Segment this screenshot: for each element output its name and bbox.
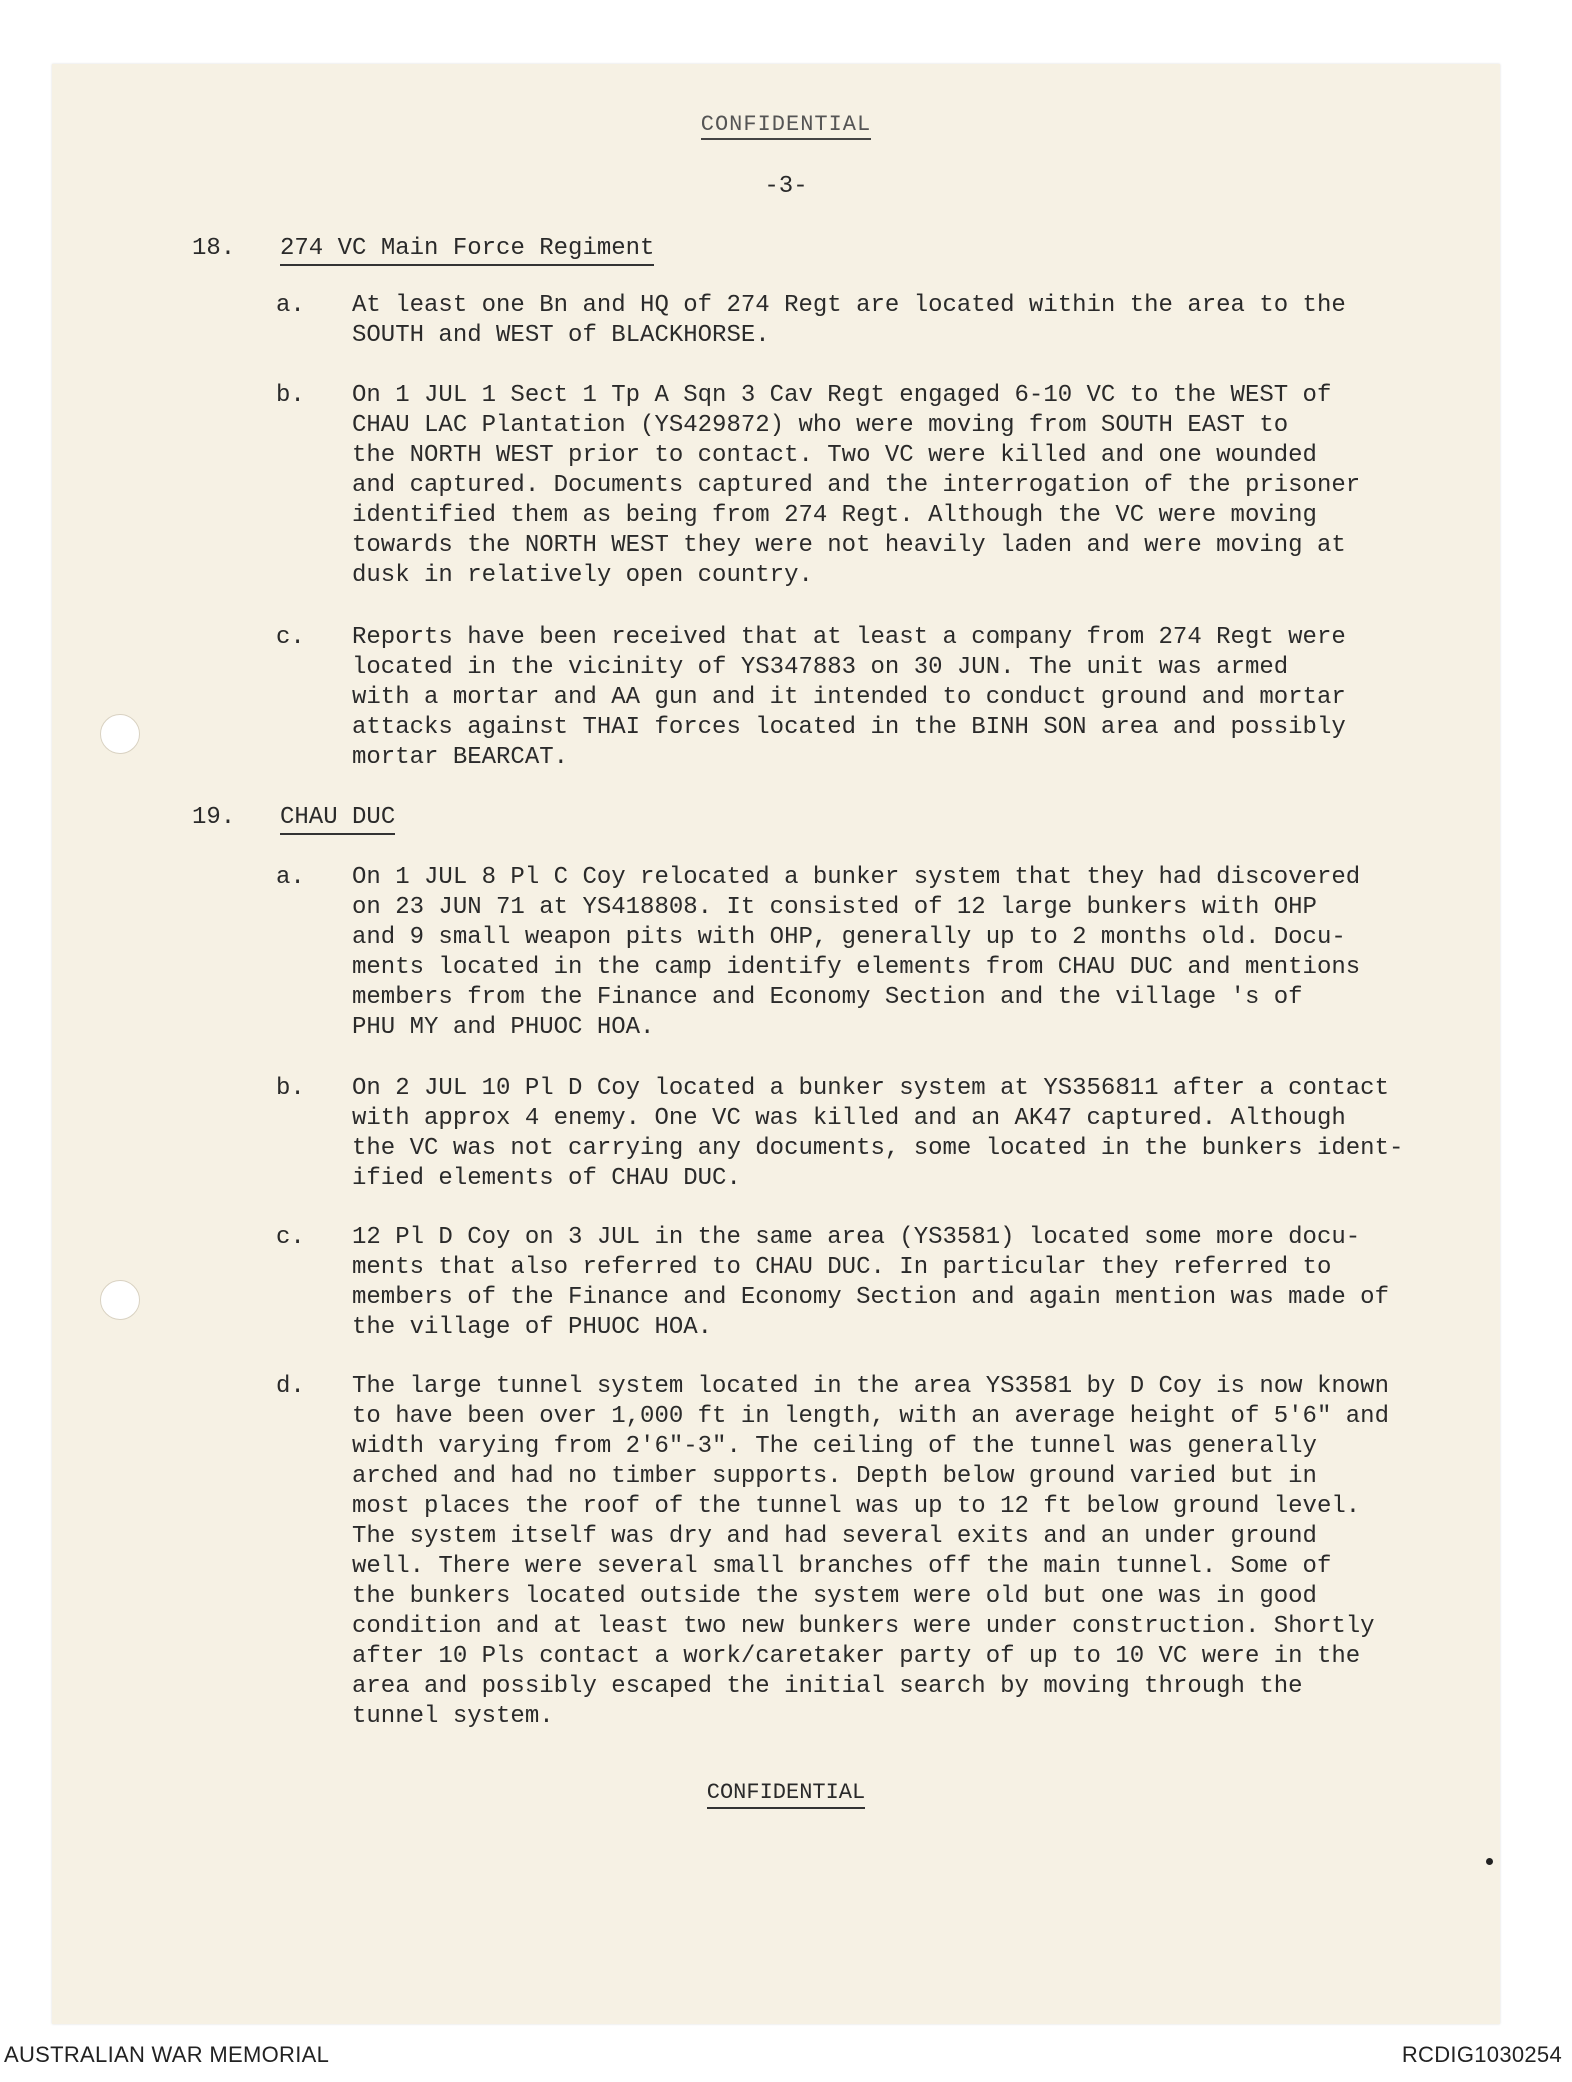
page-number: -3- — [764, 173, 808, 200]
section-title: CHAU DUC — [280, 803, 395, 833]
section-number: 18. — [192, 235, 236, 262]
archive-reference: RCDIG1030254 — [1401, 2042, 1562, 2067]
item-text: On 1 JUL 8 Pl C Coy relocated a bunker system that they had discovered on 23 JUN 71 at YS418808. It consisted of 12 large bunkers with OHP and 9 small weapon pits with OHP, generally up to 2 months old. Docu- ments located in the camp identify elements from CHAU DUC and mentions members from the Finance and Economy Section and the village 's of PHU MY and PHUOC HOA. — [352, 864, 1361, 1041]
item-text: Reports have been received that at least a company from 274 Regt were located in the vicinity of YS347883 on 30 JUN. The unit was armed with a mortar and AA gun and it intended to conduct ground and mortar attacks against THAI forces located in the BINH SON area and possibly mortar BEARCAT. — [352, 624, 1346, 771]
footer-classification: CONFIDENTIAL — [0, 1778, 1572, 1808]
item-text: The large tunnel system located in the area YS3581 by D Coy is now known to have been over 1,000 ft in length, with an average height of 5'6" and width varying from 2'6"-3". The ceiling of the tunnel was generally arched and had no timber supports. Depth below ground varied but in most places the roof of the tunnel was up to 12 ft below ground level. The system itself was dry and had several exits and an under ground well. There were several small branches off the main tunnel. Some of the bunkers located outside the system were old but one was in good condition and at least two new bunkers were under construction. Shortly after 10 Pls contact a work/caretaker party of up to 10 VC were in the area and possibly escaped the initial search by moving through the tunnel system. — [352, 1373, 1389, 1730]
item-letter: b. — [276, 382, 305, 409]
punch-hole-top — [100, 714, 140, 754]
item-text: 12 Pl D Coy on 3 JUL in the same area (YS3581) located some more docu- ments that also referred to CHAU DUC. In particular they referred to members of the Finance and Economy Section and again mention was made of the village of PHUOC HOA. — [352, 1224, 1389, 1341]
item-text: On 1 JUL 1 Sect 1 Tp A Sqn 3 Cav Regt engaged 6-10 VC to the WEST of CHAU LAC Plantation (YS429872) who were moving from SOUTH EAST to the NORTH WEST prior to contact. Two VC were killed and one wounded and captured. Documents captured and the interrogation of the prisoner identified them as being from 274 Regt. Although the VC were moving towards the NORTH WEST they were not heavily laden and were moving at dusk in relatively open country. — [352, 382, 1361, 589]
section-title: 274 VC Main Force Regiment — [280, 234, 654, 264]
item-letter: a. — [276, 292, 305, 319]
item-letter: b. — [276, 1075, 305, 1102]
punch-hole-bottom — [100, 1280, 140, 1320]
archive-institution: AUSTRALIAN WAR MEMORIAL — [4, 2042, 330, 2067]
item-letter: d. — [276, 1373, 305, 1400]
item-letter: c. — [276, 1224, 305, 1251]
ink-dot — [1486, 1858, 1493, 1865]
item-text: At least one Bn and HQ of 274 Regt are located within the area to the SOUTH and WEST of BLACKHORSE. — [352, 292, 1346, 349]
item-letter: c. — [276, 624, 305, 651]
item-text: On 2 JUL 10 Pl D Coy located a bunker system at YS356811 after a contact with approx 4 enemy. One VC was killed and an AK47 captured. Although the VC was not carrying any documents, some located in the bunkers ident- ified elements of CHAU DUC. — [352, 1075, 1404, 1192]
section-number: 19. — [192, 804, 236, 831]
header-classification: CONFIDENTIAL — [0, 110, 1572, 140]
item-letter: a. — [276, 864, 305, 891]
